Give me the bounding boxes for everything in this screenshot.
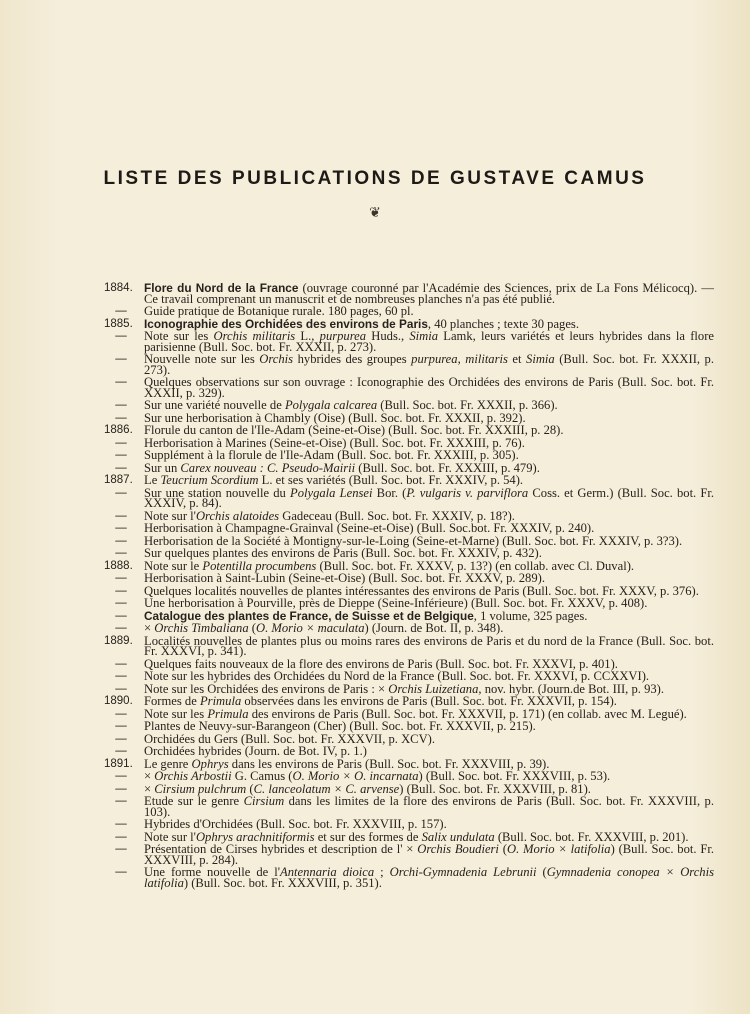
entry-text-part: et sur des formes de — [314, 829, 422, 844]
publication-entry — [104, 425, 714, 436]
entry-italic-text: Simia — [526, 352, 555, 367]
entry-text-part: Herborisation à Marines (Seine-et-Oise) (Bull. Soc. bot. Fr. XXXIII, p. 76). — [144, 435, 525, 450]
entry-italic-text: Gymnadenia conopea × Orchis latifolia — [144, 865, 715, 890]
entry-text-part: Une herborisation à Pourville, près de Dieppe (Seine-Inférieure) (Bull. Soc. bot. Fr. XXXV, p. 408). — [144, 596, 648, 611]
publication-entry — [104, 756, 714, 771]
entry-text-part: Florule du canton de l'Ile-Adam (Seine-et-Oise) (Bull. Soc. bot. Fr. XXXIII, p. 28). — [144, 423, 564, 438]
entry-text-part: Localités nouvelles de plantes plus ou moins rares des environs de Paris et du nord de la France (Bull. Soc. bot. Fr. XXXVI, p. 341). — [144, 633, 714, 659]
publication-entry — [104, 608, 714, 623]
entry-year: — — [115, 353, 127, 366]
entry-text-part: Hybrides d'Orchidées (Bull. Soc. bot. Fr. XXXVIII, p. 157). — [144, 817, 447, 832]
publication-entry — [104, 450, 714, 461]
entry-text — [144, 354, 714, 375]
entry-year: — — [115, 622, 127, 635]
entry-italic-text: Primula — [199, 694, 242, 709]
entry-text-part: Sur un — [144, 460, 181, 475]
entry-year: — — [115, 732, 127, 745]
entry-italic-text: Antennaria dioica — [280, 865, 375, 880]
entry-text — [144, 316, 714, 331]
entry-year: — — [115, 720, 127, 733]
entry-italic-text: Cirsium — [243, 794, 285, 808]
entry-text-part: dans les environs de Paris (Bull. Soc. bot. Fr. XXXVIII, p. 39). — [228, 756, 550, 771]
entry-text — [144, 548, 714, 559]
entry-italic-text: Teucrium Scordium — [160, 473, 259, 488]
entry-year: — — [115, 547, 127, 560]
entry-text — [144, 425, 714, 436]
entry-italic-text: P. vulgaris v. parviflora — [406, 485, 529, 500]
entry-year: — — [115, 449, 127, 462]
entry-text — [144, 331, 714, 352]
entry-text-part: Sur quelques plantes des environs de Paris (Bull. Soc. bot. Fr. XXXIV, p. 432). — [144, 546, 542, 561]
entry-text-part: Lamk, leurs variétés et leurs hybrides dans la flore parisienne (Bull. Soc. bot. Fr. XXXII, p. 273). — [144, 329, 715, 354]
entry-text-part: L. et ses variétés (Bull. Soc. bot. Fr. XXXIV, p. 54). — [258, 473, 524, 488]
entry-year: — — [115, 376, 127, 389]
entry-text-part: Herborisation à Champagne-Grainval (Seine-et-Oise) (Bull. Soc.bot. Fr. XXXIV, p. 240). — [144, 521, 595, 536]
entry-italic-text: Orchi-Gymnadenia Lebrunii — [389, 865, 537, 880]
entry-text-part: Note sur les Orchidées des environs de Paris : × — [144, 681, 389, 696]
entry-italic-text: O. Morio × O. incarnata — [292, 769, 419, 784]
publication-entry — [104, 796, 714, 817]
entry-text — [144, 306, 714, 317]
entry-year: — — [115, 670, 127, 683]
entry-text — [144, 796, 714, 817]
publication-entry — [104, 781, 714, 796]
ornament-icon: ❦ — [369, 206, 381, 221]
entry-text — [144, 460, 714, 475]
entry-italic-text: Orchis Luizetiana — [388, 681, 479, 696]
entry-text-part: ) (Bull. Soc. bot. Fr. XXXVIII, p. 81). — [399, 781, 591, 796]
entry-text-part: Supplément à la florule de l'Ile-Adam (Bull. Soc. bot. Fr. XXXIII, p. 305). — [144, 448, 519, 463]
entry-italic-text: Orchis militaris — [213, 329, 296, 344]
entry-text — [144, 681, 714, 696]
entry-text-part: ) (Bull. Soc. bot. Fr. XXXVIII, p. 351). — [183, 875, 382, 890]
entry-text-part: dans les limites de la flore des environs de Paris (Bull. Soc. bot. Fr. XXXVIII, p. 103). — [144, 794, 714, 819]
entry-year: — — [115, 534, 127, 547]
publication-entry — [104, 746, 714, 757]
entry-year: — — [115, 486, 127, 499]
entry-text-part: Bor. ( — [372, 485, 407, 500]
entry-italic-text: Orchis — [259, 352, 294, 367]
entry-year: — — [115, 609, 127, 622]
entry-text-part: ( — [246, 781, 254, 796]
entry-bold-title: Iconographie des Orchidées des environs de Paris — [144, 316, 428, 331]
entry-italic-text: Orchis Boudieri — [417, 842, 499, 857]
entry-text-part: Une forme nouvelle de l' — [144, 865, 281, 880]
entry-year: 1886. — [104, 424, 133, 437]
entry-year: — — [115, 843, 127, 856]
entry-italic-text: Primula — [207, 706, 249, 721]
entry-text-part: Herborisation de la Société à Montigny-sur-le-Loing (Seine-et-Marne) (Bull. Soc. bot. Fr. XXXIV, p. 3?3). — [144, 533, 683, 548]
entry-text — [144, 485, 715, 511]
publication-entry — [104, 583, 714, 598]
publication-entry — [104, 377, 714, 398]
entry-year: — — [115, 795, 127, 807]
entry-italic-text: purpurea, militaris — [411, 352, 508, 367]
publication-entry — [104, 533, 714, 548]
entry-year: — — [115, 461, 127, 474]
entry-year: 1889. — [104, 634, 133, 647]
publication-entry — [104, 829, 714, 844]
publication-entry — [104, 867, 714, 888]
entry-year: — — [115, 745, 127, 758]
entry-text-part: ( — [248, 621, 256, 636]
entry-text-part: , 40 planches ; texte 30 pages. — [427, 316, 579, 331]
entry-italic-text: Orchis Arbostii — [154, 769, 232, 784]
page-title: LISTE DES PUBLICATIONS DE GUSTAVE CAMUS — [103, 168, 647, 189]
entry-year: 1887. — [104, 474, 133, 487]
publication-entry — [104, 460, 714, 475]
entry-text — [144, 706, 714, 721]
entry-italic-text: Polygala calcarea — [284, 398, 378, 413]
entry-text — [144, 558, 714, 573]
entry-italic-text: O. Morio × maculata — [255, 621, 365, 636]
entry-italic-text: O. Morio × latifolia — [506, 842, 611, 857]
entry-text — [144, 377, 714, 398]
entry-text — [144, 731, 714, 746]
entry-italic-text: Carex nouveau : C. Pseudo-Mairii — [180, 460, 356, 475]
publication-entry — [104, 485, 715, 511]
entry-year: — — [115, 818, 127, 831]
entry-text — [144, 623, 714, 634]
entry-year: — — [115, 522, 127, 535]
entry-text-part: Note sur les hybrides des Orchidées du Nord de la France (Bull. Soc. bot. Fr. XXXVI, p. CCXXVI). — [144, 669, 650, 684]
entry-year: — — [115, 866, 127, 879]
publication-entry — [104, 633, 714, 659]
entry-text — [144, 696, 714, 707]
entry-year: — — [115, 509, 127, 522]
entry-text-part: Le genre — [144, 756, 192, 771]
entry-text-part: Note sur les — [144, 706, 208, 721]
entry-text-part: Quelques observations sur son ouvrage : Iconographie des Orchidées des environs de Paris (Bull. Soc. bot. Fr. XXXII, p. 329). — [144, 375, 714, 400]
entry-year: 1891. — [104, 757, 133, 770]
entry-year: — — [115, 682, 127, 695]
publication-entry — [104, 844, 714, 865]
entry-text-part: hybrides des groupes — [293, 352, 412, 367]
entry-text-part: Sur une station nouvelle du — [144, 485, 290, 500]
entry-italic-text: Ophrys arachnitiformis — [195, 829, 315, 844]
entry-text-part: Orchidées du Gers (Bull. Soc. bot. Fr. XXXVII, p. XCV). — [144, 731, 436, 746]
publication-entry — [104, 508, 714, 523]
publication-entry — [104, 475, 714, 486]
entry-italic-text: Cirsium pulchrum — [154, 781, 247, 796]
entry-year: 1884. — [104, 282, 133, 294]
entry-text-part: Quelques localités nouvelles de plantes intéressantes des environs de Paris (Bull. Soc. bot. Fr. XXXV, p. 376). — [144, 583, 699, 598]
entry-text-part: Sur une variété nouvelle de — [144, 398, 285, 413]
entry-text-part: Herborisation à Saint-Lubin (Seine-et-Oise) (Bull. Soc. bot. Fr. XXXV, p. 289). — [144, 571, 545, 586]
entry-text-part: (Bull. Soc. bot. Fr. XXXVIII, p. 201). — [494, 829, 689, 844]
entry-text — [144, 671, 714, 682]
entry-text — [144, 829, 714, 844]
entry-year: 1888. — [104, 559, 133, 572]
entry-text — [144, 771, 714, 782]
entry-text — [144, 573, 714, 584]
publication-entry — [104, 721, 714, 732]
entry-text — [144, 608, 714, 623]
entry-text — [144, 410, 714, 425]
entry-italic-text: purpurea — [319, 329, 367, 344]
entry-italic-text: Polygala Lensei — [290, 485, 373, 500]
publication-entry — [104, 771, 714, 782]
entry-text — [144, 844, 714, 865]
entry-text-part: × — [144, 769, 155, 784]
entry-text — [144, 400, 714, 411]
entry-italic-text: Orchis alatoides — [195, 508, 280, 523]
entry-text-part: Note sur l' — [144, 829, 196, 844]
entry-text-part: Orchidées hybrides (Journ. de Bot. IV, p. 1.) — [144, 744, 367, 759]
entry-year: — — [115, 399, 127, 412]
entry-text-part: ) (Bull. Soc. bot. Fr. XXXVIII, p. 284). — [144, 842, 715, 867]
entry-year: — — [115, 436, 127, 449]
entry-year: — — [115, 830, 127, 843]
entry-text — [144, 523, 714, 534]
entry-text — [144, 533, 714, 548]
publication-entry — [104, 573, 714, 584]
entry-text-part: Le — [144, 473, 161, 488]
entry-text — [144, 867, 714, 888]
entry-text-part: Huds., — [366, 329, 410, 344]
entry-text-part: (Bull. Soc. bot. Fr. XXXII, p. 273). — [144, 352, 714, 377]
entry-text — [144, 633, 714, 659]
entry-text — [144, 819, 714, 830]
entry-year: — — [115, 707, 127, 720]
entry-text-part: Note sur l' — [144, 508, 196, 523]
publication-entry — [104, 410, 714, 425]
entry-year: — — [115, 330, 127, 343]
entry-text-part: , 1 volume, 325 pages. — [473, 608, 588, 623]
entry-text-part: ( — [498, 842, 507, 857]
publication-entry — [104, 696, 714, 707]
entry-text-part: ( — [536, 865, 547, 880]
entry-text-part: (Bull. Soc. bot. Fr. XXXV, p. 13?) (en collab. avec Cl. Duval). — [316, 558, 635, 573]
entry-year: — — [115, 770, 127, 783]
entry-text-part: Note sur les — [144, 329, 214, 344]
publication-entry — [104, 671, 714, 682]
entry-text — [144, 508, 714, 523]
entry-text-part: (Bull. Soc. bot. Fr. XXXII, p. 366). — [377, 398, 558, 413]
entry-text-part: × — [144, 781, 155, 796]
publication-entry — [104, 316, 714, 331]
entry-text-part: Note sur le — [144, 558, 203, 573]
publication-entry — [104, 523, 714, 534]
entry-bold-title: Catalogue des plantes de France, de Suisse et de Belgique — [144, 608, 474, 623]
entry-text-part: G. Camus ( — [231, 769, 293, 784]
publication-entry — [104, 656, 714, 671]
entry-year: — — [115, 572, 127, 585]
entry-text — [144, 450, 714, 461]
entry-text-part: Plantes de Neuvy-sur-Barangeon (Cher) (Bull. Soc. bot. Fr. XXXVII, p. 215). — [144, 719, 536, 734]
entry-year: — — [115, 584, 127, 597]
entry-text-part: Sur une herborisation à Chambly (Oise) (Bull. Soc. bot. Fr. XXXII, p. 392). — [144, 410, 526, 425]
entry-text — [144, 283, 714, 304]
entry-text — [144, 435, 714, 450]
entry-text-part: ; — [374, 865, 390, 880]
entry-italic-text: Salix undulata — [421, 829, 495, 844]
publication-entry — [104, 681, 714, 696]
publication-entry — [104, 306, 714, 317]
entry-year: — — [115, 782, 127, 795]
entry-text — [144, 475, 714, 486]
entry-text-part: Nouvelle note sur les — [144, 352, 260, 367]
entry-text-part: ) (Journ. de Bot. II, p. 348). — [364, 621, 504, 636]
entry-text-part: observées dans les environs de Paris (Bull. Soc. bot. Fr. XXXVII, p. 154). — [241, 694, 617, 709]
entry-text-part: L., — [295, 329, 320, 344]
entry-year: — — [115, 305, 127, 318]
entry-text-part: Coss. et Germ.) (Bull. Soc. bot. Fr. XXXIV, p. 84). — [144, 485, 715, 511]
entry-text — [144, 598, 714, 609]
entry-text-part: ) (Bull. Soc. bot. Fr. XXXVIII, p. 53). — [418, 769, 611, 784]
entry-text-part: Quelques faits nouveaux de la flore des environs de Paris (Bull. Soc. bot. Fr. XXXVI, p. 401). — [144, 656, 618, 671]
entry-text-part: Formes de — [144, 694, 200, 709]
entry-text — [144, 721, 714, 732]
entry-text-part: et — [507, 352, 527, 367]
entry-italic-text: Orchis Timbaliana — [154, 621, 249, 636]
publication-entry — [104, 558, 714, 573]
entry-italic-text: C. lanceolatum × C. arvense — [253, 781, 400, 796]
entry-text — [144, 756, 714, 771]
entry-year: — — [115, 411, 127, 424]
publication-entry — [104, 283, 714, 304]
entry-italic-text: Potentilla procumbens — [202, 558, 317, 573]
entry-italic-text: Simia — [409, 329, 439, 344]
publication-entry — [104, 706, 714, 721]
entry-year: — — [115, 597, 127, 610]
entry-text-part: , nov. hybr. (Journ.de Bot. III, p. 93). — [478, 681, 665, 696]
entry-year: 1885. — [104, 317, 133, 330]
entry-text-part: des environs de Paris (Bull. Soc. bot. Fr. XXXVII, p. 171) (en collab. avec M. Legué). — [248, 706, 687, 721]
publication-entry — [104, 731, 714, 746]
publication-entry — [104, 819, 714, 830]
publication-entry — [104, 623, 714, 634]
entry-text-part: (Bull. Soc. bot. Fr. XXXIII, p. 479). — [355, 460, 540, 475]
entry-text — [144, 656, 714, 671]
publication-entry — [104, 435, 714, 450]
entry-year: 1890. — [104, 695, 133, 708]
entry-text-part: (ouvrage couronné par l'Académie des Sciences, prix de La Fons Mélicocq). — Ce travail comprenant un manuscrit et de nombreuses planches n'a pas été publié. — [144, 281, 714, 306]
entry-text — [144, 746, 714, 757]
entry-text-part: Gadeceau (Bull. Soc. bot. Fr. XXXIV, p. 18?). — [279, 508, 515, 523]
publication-entry — [104, 354, 714, 375]
publication-entry — [104, 400, 714, 411]
publication-entry — [104, 598, 714, 609]
entry-text-part: Etude sur le genre — [144, 794, 244, 808]
entry-text-part: × — [144, 621, 155, 636]
entry-italic-text: Ophrys — [191, 756, 229, 771]
entry-text — [144, 583, 714, 598]
entry-year: — — [115, 657, 127, 670]
publication-list — [104, 283, 714, 890]
publication-entry — [104, 331, 714, 352]
entry-text-part: Guide pratique de Botanique rurale. 180 pages, 60 pl. — [144, 304, 414, 319]
entry-text-part: Présentation de Cirses hybrides et description de l' × — [144, 842, 418, 857]
entry-text — [144, 781, 714, 796]
entry-bold-title: Flore du Nord de la France — [144, 281, 299, 295]
publication-entry — [104, 548, 714, 559]
